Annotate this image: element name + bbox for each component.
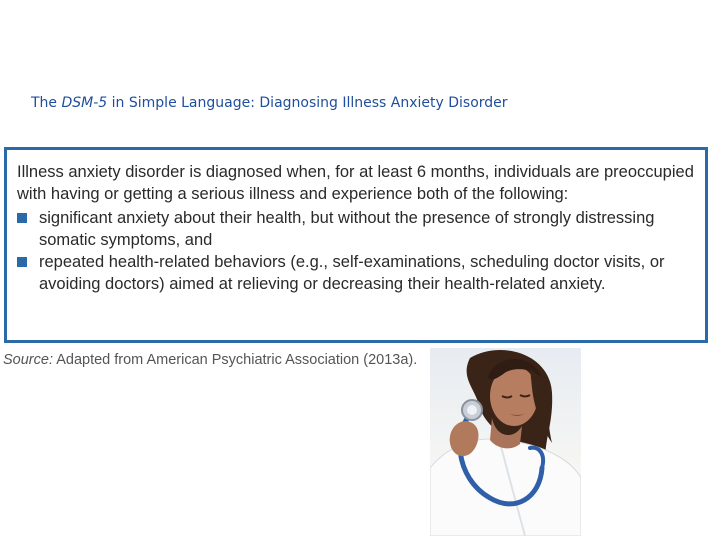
source-label: Source:	[3, 352, 53, 368]
slide-title	[31, 95, 508, 111]
source-citation	[3, 352, 417, 368]
criteria-item	[17, 251, 695, 295]
title-suffix: in Simple Language: Diagnosing Illness Anxiety Disorder	[107, 95, 508, 111]
source-text: Adapted from American Psychiatric Association (2013a).	[52, 352, 418, 368]
square-bullet-icon	[17, 257, 27, 267]
doctor-photo	[430, 348, 581, 536]
title-prefix: The	[31, 95, 62, 111]
criteria-list	[17, 207, 695, 295]
criteria-item	[17, 207, 695, 251]
criteria-intro: Illness anxiety disorder is diagnosed when, for at least 6 months, individuals are preoccupied with having or getting a serious illness and experience both of the following:	[17, 163, 694, 203]
woman-with-stethoscope-illustration	[430, 348, 581, 536]
criteria-item-text: repeated health-related behaviors (e.g., self-examinations, scheduling doctor visits, or avoiding doctors) aimed at relieving or decreasing their health-related anxiety.	[39, 253, 665, 293]
title-emphasis: DSM-5	[61, 95, 108, 111]
criteria-box	[4, 147, 708, 343]
square-bullet-icon	[17, 213, 27, 223]
criteria-item-text: significant anxiety about their health, but without the presence of strongly distressing somatic symptoms, and	[39, 209, 655, 249]
